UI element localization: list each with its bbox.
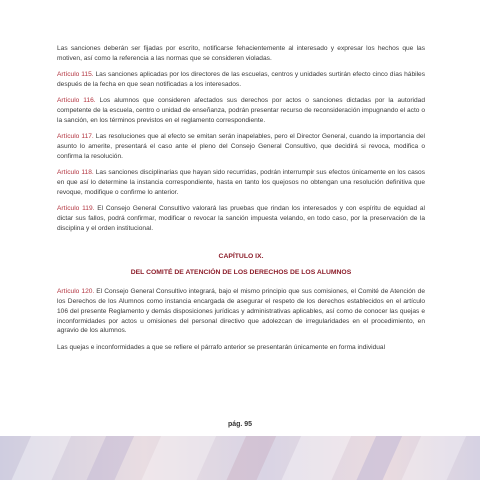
article-label: Artículo 120. [57, 287, 95, 295]
paragraph-text: Los alumnos que consideren afectados sus derechos por actos o sanciones dictadas por la autoridad competente de la escuela, centro o unidad de enseñanza, podrán presentar recurso de reconsideración impugnando el acto o la sanción, en los términos previstos en el reglamento correspondiente. [57, 97, 426, 125]
article-label: Artículo 117. [57, 133, 94, 141]
paragraph [57, 168, 425, 198]
footer-stripe [274, 436, 355, 480]
article-label: Artículo 115. [57, 71, 94, 79]
paragraph [57, 204, 425, 234]
paragraph-text: Las sanciones deberán ser fijadas por escrito, notificarse fehacientemente al interesado y expresar los hechos que las motiven, así como la referencia a las normas que se consideren violadas. [57, 45, 425, 62]
top-paragraphs [57, 44, 425, 234]
paragraph-text: El Consejo General Consultivo valorará las pruebas que rindan los interesados y con espíritu de equidad al dictar sus fallos, podrá confirmar, modificar o revocar la sanción impuesta velando, en todo caso, por la preservación de la disciplina y el orden institucional. [57, 205, 425, 233]
footer-stripe [219, 436, 280, 480]
chapter-title: CAPÍTULO IX. [218, 252, 264, 260]
paragraph [57, 96, 425, 126]
paragraph-text: Las sanciones disciplinarias que hayan sido recurridas, podrán interrumpir sus efectos únicamente en los casos en que así lo determine la instancia correspondiente, hasta en tanto los quejosos no obtengan una resolución definitiva que revoque, modifique o confirme lo anterior. [57, 169, 426, 197]
footer-stripe [349, 436, 406, 480]
footer-stripe [4, 436, 75, 480]
footer-stripe [394, 436, 470, 480]
footer-stripe [134, 436, 220, 480]
bottom-paragraphs [57, 287, 425, 353]
article-label: Artículo 119. [57, 205, 95, 213]
paragraph [57, 343, 425, 353]
chapter-subtitle: DEL COMITÉ DE ATENCIÓN DE LOS DERECHOS DE LOS ALUMNOS [130, 268, 352, 276]
paragraph [57, 44, 425, 64]
paragraph-text: Las sanciones aplicadas por los directores de las escuelas, centros y unidades surtirán efecto cinco días hábiles después de la fecha en que sean notificadas a los interesados. [57, 71, 425, 89]
paragraph [57, 70, 425, 90]
page-body [57, 44, 425, 359]
article-label: Artículo 116. [57, 97, 96, 105]
decorative-footer-band [0, 436, 480, 480]
paragraph-text: Las resoluciones que al efecto se emitan serán inapelables, pero el Director General, cuando la importancia del asunto lo amerite, presentará el caso ante el pleno del Consejo General Consultivo, que decidirá si revoca, modifica o confirma la resolución. [57, 133, 425, 161]
article-label: Artículo 118. [57, 169, 94, 177]
page-number: pág. 95 [227, 421, 253, 428]
paragraph [57, 287, 425, 337]
paragraph-text: Las quejas e inconformidades a que se refiere el párrafo anterior se presentarán únicamente en forma individual [57, 343, 386, 351]
paragraph [57, 132, 425, 162]
footer-stripe [79, 436, 138, 480]
paragraph-text: El Consejo General Consultivo integrará, bajo el mismo principio que sus comisiones, el Comité de Atención de los Derechos de los Alumnos como instancia encargada de asegurar el respeto de los derechos establecidos en el artículo 106 del presente Reglamento y demás disposiciones jurídicas y administrativas aplicables, así como de conocer las quejas e inconformidades por actos u omisiones del personal directivo que adolezcan de irregularidades en el procedimiento, en agravio de los alumnos. [57, 287, 425, 335]
